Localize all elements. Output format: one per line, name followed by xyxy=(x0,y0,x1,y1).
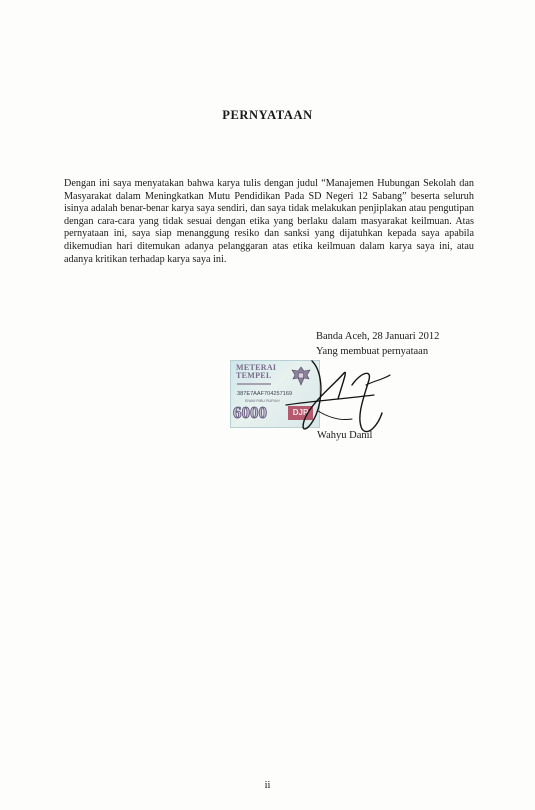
statement-paragraph: Dengan ini saya menyatakan bahwa karya tulis dengan judul “Manajemen Hubungan Sekolah dan Masyarakat dalam Meningkatkan Mutu Pendidikan Pada SD Negeri 12 Sabang” beserta seluruh isinya adalah benar-benar karya saya sendiri, dan saya tidak melakukan penjiplakan atau pengutipan dengan cara-cara yang tidak sesuai dengan etika yang berlaku dalam masyarakat keilmuan. Atas pernyataan ini, saya siap menanggung resiko dan sanksi yang dijatuhkan kepada saya apabila dikemudian hari ditemukan adanya pelanggaran atas etika keilmuan dalam karya saya ini, atau adanya kritikan terhadap karya saya ini. xyxy=(64,178,474,265)
statement-maker-label: Yang membuat pernyataan xyxy=(316,346,429,357)
stamp-microtext-line xyxy=(237,383,271,385)
page-number: ii xyxy=(264,780,271,791)
stamp-title: METERAI TEMPEL xyxy=(236,363,277,380)
stamp-value: 6000 xyxy=(233,403,267,422)
stamp-code: DJP xyxy=(288,406,313,420)
stamp-value-text: ENAM RIBU RUPIAH xyxy=(245,399,280,403)
document-title: PERNYATAAN xyxy=(222,108,313,122)
stamp-serial: 387E7AAF704257169 xyxy=(237,391,293,397)
signer-name: Wahyu Danil xyxy=(317,430,373,441)
place-date: Banda Aceh, 28 Januari 2012 xyxy=(316,331,440,342)
